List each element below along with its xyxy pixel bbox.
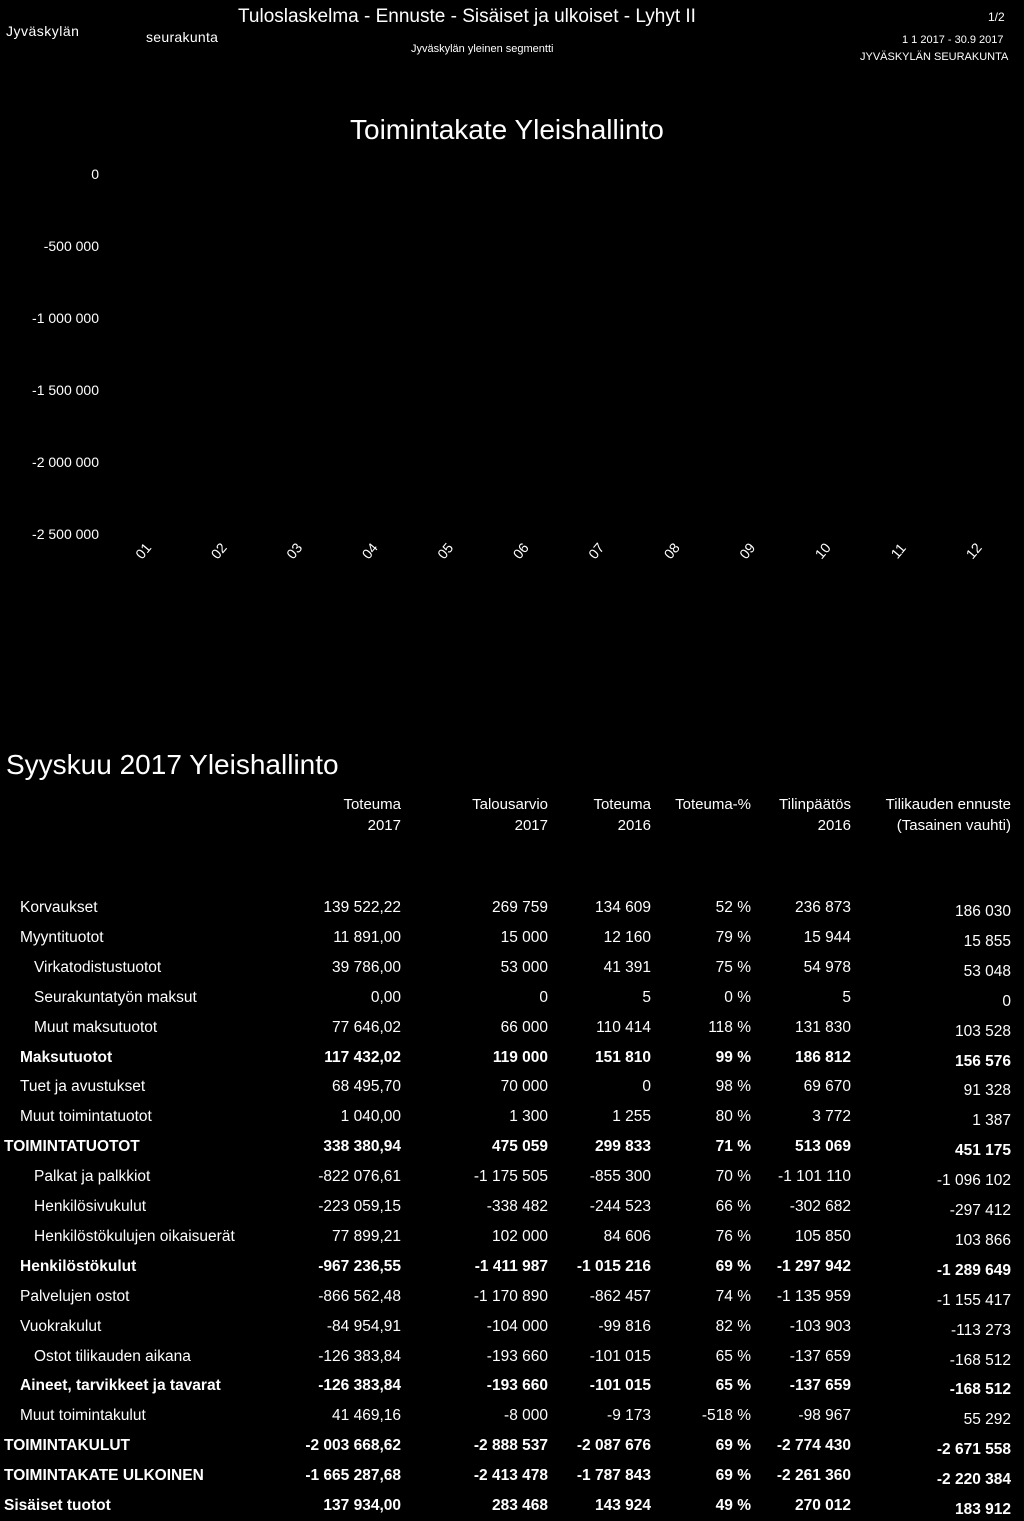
table-cell: 53 048 <box>963 962 1011 980</box>
row-label: Muut maksutuotot <box>34 1018 158 1036</box>
table-cell: 270 012 <box>794 1497 851 1514</box>
table-cell: -2 220 384 <box>936 1471 1011 1489</box>
table-cell: 102 000 <box>491 1227 548 1245</box>
table-cell: 513 069 <box>794 1138 851 1156</box>
x-tick-label: 06 <box>509 539 532 562</box>
column-header-line1: Toteuma-% <box>675 796 751 813</box>
table-cell: 151 810 <box>594 1048 651 1066</box>
table-cell: 54 978 <box>803 958 851 976</box>
column-header-line2: 2016 <box>817 817 851 834</box>
table-cell: -2 888 537 <box>473 1437 548 1455</box>
x-tick-label: 02 <box>207 539 230 562</box>
table-cell: 12 160 <box>603 928 651 946</box>
table-cell: 70 000 <box>500 1078 548 1096</box>
y-tick-label: -1 500 000 <box>32 382 99 398</box>
row-label: Vuokrakulut <box>20 1317 102 1335</box>
table-row <box>0 1431 1024 1461</box>
table-cell: -1 015 216 <box>576 1257 651 1275</box>
table-cell: 70 % <box>715 1168 751 1186</box>
table-cell: 15 855 <box>963 932 1011 950</box>
table-row <box>0 1252 1024 1282</box>
table-cell: 66 % <box>715 1198 751 1215</box>
table-cell: 183 912 <box>954 1501 1011 1518</box>
column-header <box>343 794 401 836</box>
report-title: Tuloslaskelma - Ennuste - Sisäiset ja ulkoiset - Lyhyt II <box>238 6 696 27</box>
table-cell: 236 873 <box>794 899 851 916</box>
report-period: 1 1 2017 - 30.9 2017 <box>902 34 1004 46</box>
x-tick-label: 04 <box>358 539 381 562</box>
table-cell: 475 059 <box>491 1138 548 1156</box>
column-header <box>886 794 1011 836</box>
table-cell: 69 % <box>715 1257 751 1275</box>
table-cell: 103 866 <box>954 1231 1011 1249</box>
table-cell: 39 786,00 <box>332 958 401 976</box>
column-header <box>593 794 651 836</box>
table-cell: 451 175 <box>954 1142 1011 1160</box>
table-cell: -98 967 <box>798 1407 851 1425</box>
row-label: Korvaukset <box>20 899 98 916</box>
table-cell: 15 944 <box>803 928 851 946</box>
column-header <box>472 794 548 836</box>
table-cell: 77 646,02 <box>332 1018 401 1036</box>
table-cell: 186 812 <box>794 1048 851 1066</box>
table-cell: -1 175 505 <box>473 1168 548 1186</box>
table-row <box>0 1342 1024 1372</box>
chart <box>0 150 1024 590</box>
chart-title: Toimintakate Yleishallinto <box>350 114 664 145</box>
column-header-line1: Toteuma <box>343 796 401 813</box>
x-tick-label: 12 <box>962 539 985 562</box>
table-cell: -302 682 <box>789 1198 851 1215</box>
org-name-caps: JYVÄSKYLÄN SEURAKUNTA <box>860 51 1009 63</box>
column-header-line2: 2017 <box>367 817 401 834</box>
table-cell: 186 030 <box>954 903 1011 920</box>
row-label: Sisäiset tuotot <box>4 1497 111 1514</box>
table-cell: 1 387 <box>972 1112 1011 1130</box>
column-header-line2: (Tasainen vauhti) <box>896 817 1011 834</box>
org-name-left: Jyväskylän <box>6 23 80 39</box>
row-label: Muut toimintakulut <box>20 1407 146 1425</box>
table-row <box>0 1401 1024 1431</box>
column-header <box>779 794 851 836</box>
table-cell: 41 391 <box>603 958 651 976</box>
y-tick-label: -500 000 <box>43 238 99 254</box>
table-cell: 338 380,94 <box>323 1138 401 1156</box>
table-cell: 5 <box>642 988 651 1006</box>
table-cell: 118 % <box>708 1018 751 1036</box>
table-row <box>0 893 1024 923</box>
column-header-line1: Tilikauden ennuste <box>885 796 1011 813</box>
column-header-line1: Tilinpäätös <box>779 796 851 813</box>
table-cell: 139 522,22 <box>323 899 401 916</box>
table-cell: 74 % <box>715 1287 751 1305</box>
table-cell: -2 261 360 <box>776 1467 851 1485</box>
table-cell: -168 512 <box>949 1351 1011 1369</box>
table-cell: 1 040,00 <box>340 1108 401 1126</box>
table-cell: -862 457 <box>589 1287 651 1305</box>
table-cell: 105 850 <box>794 1227 851 1245</box>
row-label: Palkat ja palkkiot <box>34 1168 151 1186</box>
table-cell: 68 495,70 <box>332 1078 401 1096</box>
table-cell: -126 383,84 <box>318 1377 401 1395</box>
table-title: Syyskuu 2017 Yleishallinto <box>6 749 339 780</box>
table-row <box>0 1043 1024 1073</box>
table-cell: -101 015 <box>589 1377 651 1395</box>
row-label: Aineet, tarvikkeet ja tavarat <box>20 1377 221 1395</box>
table-row <box>0 1192 1024 1222</box>
table-cell: -1 096 102 <box>936 1172 1011 1190</box>
row-label: Myyntituotot <box>20 928 104 946</box>
table-cell: 84 606 <box>603 1227 651 1245</box>
table-cell: 269 759 <box>491 899 548 916</box>
column-header <box>675 794 751 815</box>
x-tick-label: 09 <box>736 539 759 562</box>
column-header-line1: Talousarvio <box>472 796 548 813</box>
table-cell: 69 % <box>715 1437 751 1455</box>
table-cell: -9 173 <box>607 1407 651 1425</box>
table-cell: 15 000 <box>500 928 548 946</box>
table-cell: -99 816 <box>598 1317 651 1335</box>
row-label: Palvelujen ostot <box>20 1287 130 1305</box>
row-label: TOIMINTATUOTOT <box>4 1138 140 1156</box>
table-cell: -113 273 <box>950 1321 1011 1339</box>
column-header-line2: 2016 <box>617 817 651 834</box>
column-header-line1: Toteuma <box>593 796 651 813</box>
table-cell: 53 000 <box>500 958 548 976</box>
row-label: Henkilöstökulujen oikaisuerät <box>34 1227 235 1245</box>
table-cell: -2 671 558 <box>936 1441 1011 1459</box>
table-cell: -822 076,61 <box>318 1168 401 1186</box>
table-cell: -101 015 <box>589 1347 651 1365</box>
table-cell: 49 % <box>715 1497 751 1514</box>
table-cell: -2 774 430 <box>776 1437 851 1455</box>
table-cell: -8 000 <box>504 1407 548 1425</box>
table-cell: 11 891,00 <box>333 928 401 946</box>
table-row <box>0 1491 1024 1521</box>
table-cell: -338 482 <box>486 1198 548 1215</box>
x-tick-label: 01 <box>132 539 155 562</box>
table-cell: -1 787 843 <box>576 1467 651 1485</box>
table-cell: -103 903 <box>789 1317 851 1335</box>
y-tick-label: -2 500 000 <box>32 526 99 542</box>
table-cell: -2 413 478 <box>473 1467 548 1485</box>
table-cell: 76 % <box>715 1227 751 1245</box>
table-cell: -967 236,55 <box>318 1257 401 1275</box>
table-cell: -2 087 676 <box>576 1437 651 1455</box>
table-cell: -855 300 <box>589 1168 651 1186</box>
row-label: Ostot tilikauden aikana <box>34 1347 191 1365</box>
row-label: TOIMINTAKATE ULKOINEN <box>4 1467 204 1485</box>
x-tick-label: 03 <box>283 539 306 562</box>
table-cell: 137 934,00 <box>323 1497 401 1514</box>
table-cell: -126 383,84 <box>318 1347 401 1365</box>
table-cell: 98 % <box>715 1078 751 1096</box>
table-cell: 77 899,21 <box>332 1227 401 1245</box>
table-cell: 79 % <box>715 928 751 946</box>
table-row <box>0 1461 1024 1491</box>
table-cell: 131 830 <box>794 1018 851 1036</box>
table-cell: 0 <box>642 1078 651 1096</box>
table-cell: -866 562,48 <box>318 1287 401 1305</box>
table-row <box>0 983 1024 1013</box>
table-row <box>0 1162 1024 1192</box>
report-subtitle: Jyväskylän yleinen segmentti <box>411 43 554 55</box>
row-label: TOIMINTAKULUT <box>4 1437 130 1455</box>
table-cell: -84 954,91 <box>326 1317 401 1335</box>
table-cell: 69 670 <box>803 1078 851 1096</box>
table-row <box>0 1013 1024 1043</box>
table-cell: -104 000 <box>486 1317 548 1335</box>
table-cell: -2 003 668,62 <box>305 1437 401 1455</box>
column-header-line2: 2017 <box>514 817 548 834</box>
table-cell: 299 833 <box>594 1138 651 1156</box>
x-tick-label: 07 <box>585 539 608 562</box>
y-tick-label: -2 000 000 <box>32 454 99 470</box>
table-cell: -1 665 287,68 <box>305 1467 401 1485</box>
table-row <box>0 1371 1024 1401</box>
table-cell: 0 <box>539 988 548 1006</box>
table-cell: -223 059,15 <box>318 1198 401 1215</box>
table-cell: 143 924 <box>594 1497 651 1514</box>
table-cell: 156 576 <box>954 1052 1011 1070</box>
page-number: 1/2 <box>988 10 1005 24</box>
table-cell: -193 660 <box>486 1377 548 1395</box>
row-label: Henkilöstökulut <box>20 1257 137 1275</box>
table-cell: -1 297 942 <box>776 1257 851 1275</box>
table-cell: -1 155 417 <box>936 1291 1011 1309</box>
table-cell: -1 101 110 <box>778 1168 851 1186</box>
row-label: Seurakuntatyön maksut <box>34 988 197 1006</box>
table-row <box>0 1102 1024 1132</box>
row-label: Maksutuotot <box>20 1048 113 1066</box>
table-cell: 103 528 <box>954 1022 1011 1040</box>
table-row <box>0 1222 1024 1252</box>
x-tick-label: 11 <box>887 540 909 562</box>
table-row <box>0 953 1024 983</box>
table-cell: 1 300 <box>509 1108 548 1126</box>
x-tick-label: 08 <box>660 539 683 562</box>
row-label: Henkilösivukulut <box>34 1198 146 1215</box>
table-cell: 41 469,16 <box>332 1407 401 1425</box>
table-cell: 69 % <box>715 1467 751 1485</box>
table-cell: 91 328 <box>963 1082 1011 1100</box>
row-label: Tuet ja avustukset <box>20 1078 146 1096</box>
table-cell: 65 % <box>715 1347 751 1365</box>
table-cell: -1 289 649 <box>936 1261 1011 1279</box>
table-cell: 99 % <box>715 1048 751 1066</box>
table-cell: 55 292 <box>963 1411 1011 1429</box>
table-cell: 52 % <box>715 899 751 916</box>
table-cell: -244 523 <box>589 1198 651 1215</box>
table-row <box>0 923 1024 953</box>
y-tick-label: 0 <box>91 166 99 182</box>
table-cell: -193 660 <box>486 1347 548 1365</box>
table-cell: -1 170 890 <box>473 1287 548 1305</box>
table-cell: 283 468 <box>491 1497 548 1514</box>
table-cell: -137 659 <box>789 1377 851 1395</box>
table-cell: 117 432,02 <box>324 1048 401 1066</box>
table-cell: 0 <box>1002 992 1011 1010</box>
table-cell: 82 % <box>715 1317 751 1335</box>
table-row <box>0 1312 1024 1342</box>
x-tick-label: 10 <box>811 539 834 562</box>
table-cell: 0,00 <box>370 988 401 1006</box>
y-tick-label: -1 000 000 <box>32 310 99 326</box>
table-cell: 80 % <box>715 1108 751 1126</box>
row-label: Virkatodistustuotot <box>34 958 162 976</box>
table-cell: 66 000 <box>500 1018 548 1036</box>
table-cell: -1 135 959 <box>776 1287 851 1305</box>
table-cell: 5 <box>842 988 851 1006</box>
table-cell: -168 512 <box>949 1381 1011 1399</box>
table-cell: 110 414 <box>596 1018 651 1036</box>
table-cell: 71 % <box>715 1138 751 1156</box>
table-cell: -1 411 987 <box>474 1257 548 1275</box>
table-cell: -297 412 <box>949 1202 1011 1219</box>
table-row <box>0 1072 1024 1102</box>
table-cell: 134 609 <box>594 899 651 916</box>
table-cell: 75 % <box>715 958 751 976</box>
table-row <box>0 1282 1024 1312</box>
table-cell: 65 % <box>715 1377 751 1395</box>
row-label: Muut toimintatuotot <box>20 1108 152 1126</box>
table-row <box>0 1132 1024 1162</box>
table-cell: 3 772 <box>812 1108 851 1126</box>
table-cell: 0 % <box>724 988 751 1006</box>
table-cell: -137 659 <box>789 1347 851 1365</box>
table-cell: -518 % <box>701 1407 751 1425</box>
x-tick-label: 05 <box>434 539 457 562</box>
table-cell: 119 000 <box>492 1048 548 1066</box>
org-name-right: seurakunta <box>146 29 219 45</box>
table-cell: 1 255 <box>612 1108 651 1126</box>
